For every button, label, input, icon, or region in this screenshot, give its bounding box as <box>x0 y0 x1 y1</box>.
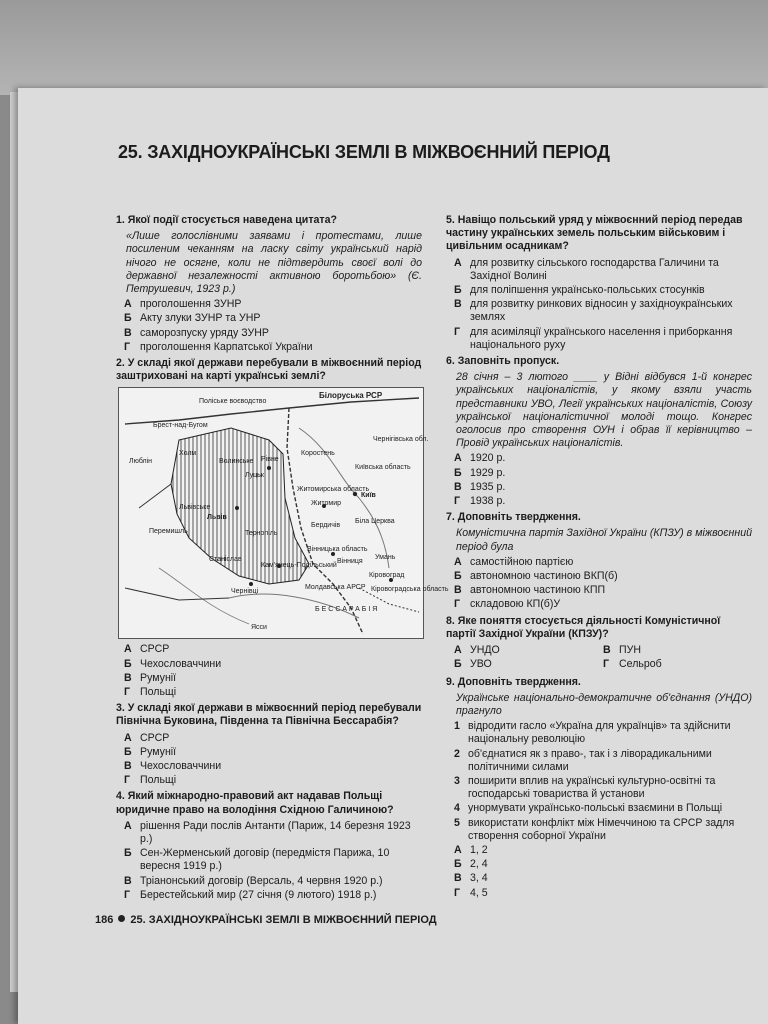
option[interactable]: Б 1929 р. <box>454 466 506 479</box>
map-label: Рівне <box>261 456 279 464</box>
question-1-options <box>116 298 422 354</box>
map-label: Чернівці <box>231 588 259 596</box>
option[interactable]: А рішення Ради послів Антанти (Париж, 14 березня 1923 р.) <box>124 819 411 846</box>
list-item: 5 використати конфлікт між Німеччиною та СРСР задля створення соборної України <box>454 816 735 842</box>
question-6-options <box>446 452 752 508</box>
option[interactable]: Б автономною частиною ВКП(б) <box>454 570 618 583</box>
map-label: Холм <box>179 450 197 458</box>
option[interactable]: Г Сельроб <box>603 658 662 671</box>
option[interactable]: А 1, 2 <box>454 843 488 856</box>
map-label: Львівське <box>179 504 211 512</box>
map-label: Умань <box>375 554 396 562</box>
question-7-options <box>446 556 752 612</box>
option[interactable]: Г 4, 5 <box>454 886 488 899</box>
map-label: Поліське воєводство <box>199 398 267 406</box>
question-6-text: 28 січня – 3 лютого ____ у Відні відбувся 1-й конгрес українських націоналістів, у якому взяли участь представники УВО, Легії українських націоналістів, Союзу української націоналістичної молоді тощо. Конгрес оголосив про створення ОУН і обрав її керівництво – Провід українських націоналістів. <box>456 371 752 450</box>
page-number: 186 <box>95 914 114 926</box>
page-footer <box>95 914 437 926</box>
question-3-prompt: 3. У складі якої держави в міжвоєнний період перебували Північна Буковина, Південна та Північна Бессарабія? <box>116 702 422 728</box>
option[interactable]: Б УВО <box>454 658 492 671</box>
question-9-prompt: 9. Доповніть твердження. <box>446 675 581 688</box>
question-7-text: Комуністична партія Західної України (КПЗУ) в міжвоєнний період була <box>456 527 752 553</box>
question-8-prompt: 8. Яке поняття стосується діяльності Комуністичної партії Західної України (КПЗУ)? <box>446 614 721 640</box>
map-label: Волинське <box>219 458 254 466</box>
map-label: Брест-над-Бугом <box>153 422 208 430</box>
option[interactable]: А проголошення ЗУНР <box>124 298 242 311</box>
map-label: Ясси <box>251 624 267 632</box>
map-label: Перемишль <box>149 528 188 536</box>
option[interactable]: В 3, 4 <box>454 872 488 885</box>
option[interactable]: Б Румунії <box>124 745 177 758</box>
map-label: Бердичів <box>311 522 341 530</box>
option[interactable]: А УНДО <box>454 644 500 657</box>
map-label: Чернігівська обл. <box>373 436 429 444</box>
map-label: Молдавська АРСР <box>305 584 366 592</box>
map-label: Коростень <box>301 450 335 458</box>
question-1-quote: «Лише голослівними заявами і протестами, лише посиленим чеканням на ласку світу український нарід нічого не осягне, коли не підтвердить своєї волі до державної незалежності активною боротьбою» (Є. Петрушевич, 1923 р.) <box>126 230 422 296</box>
option[interactable]: В 1935 р. <box>454 480 506 493</box>
option[interactable]: Г Берестейський мир (27 січня (9 лютого) 1918 р.) <box>124 888 377 901</box>
list-item: 4 унормувати українсько-польські взаємини в Польщі <box>454 802 723 815</box>
border-line <box>139 484 171 508</box>
question-4-options <box>116 820 422 902</box>
map-label: Львів <box>207 514 227 522</box>
map-label: Житомир <box>311 500 342 508</box>
map-label: Кіровоградська область <box>371 586 449 594</box>
page-title: 25. ЗАХІДНОУКРАЇНСЬКІ ЗЕМЛІ В МІЖВОЄННИЙ ПЕРІОД <box>118 142 610 162</box>
option[interactable]: Б для поліпшення українсько-польських стосунків <box>454 284 705 297</box>
option[interactable]: А СРСР <box>124 731 170 744</box>
question-5-options <box>446 257 752 352</box>
bullet-icon <box>118 915 125 922</box>
question-9-items <box>446 720 752 843</box>
question-2-options <box>116 643 422 699</box>
option[interactable]: Б 2, 4 <box>454 858 488 871</box>
map-label: Станіслав <box>209 556 242 564</box>
map-label: Біла Церква <box>355 518 395 526</box>
option[interactable]: Г 1938 р. <box>454 495 506 508</box>
option[interactable]: Г Польщі <box>124 686 177 699</box>
option[interactable]: В Тріанонський договір (Версаль, 4 червня 1920 р.) <box>124 874 383 887</box>
map-label: Житомирська область <box>297 486 370 494</box>
question-7-prompt: 7. Доповніть твердження. <box>446 511 581 524</box>
border-line <box>125 588 229 600</box>
option[interactable]: Г Польщі <box>124 774 177 787</box>
list-item: 3 поширити вплив на українські культурно-освітні та господарські товариства й установи <box>454 774 716 801</box>
option[interactable]: В Чехословаччини <box>124 760 222 773</box>
question-5-prompt: 5. Навіщо польський уряд у міжвоєнний період передав частину українських земель польським військовим і цивільним осадникам? <box>446 214 743 253</box>
border-line <box>125 398 419 424</box>
map-label: Луцьк <box>245 472 264 480</box>
background-top <box>0 0 768 95</box>
question-8-options <box>454 644 752 672</box>
historical-map <box>118 387 449 639</box>
list-item: 2 об'єднатися як з право-, так і з ліворадикальними політичними силами <box>454 747 712 773</box>
map-label: Київ <box>361 492 376 500</box>
question-1-prompt: 1. Якої події стосується наведена цитата? <box>116 214 337 226</box>
left-column <box>116 211 449 903</box>
right-column <box>446 211 752 901</box>
option[interactable]: Г складовою КП(б)У <box>454 598 561 611</box>
map-label: Тернопіль <box>245 530 278 538</box>
option[interactable]: А СРСР <box>124 643 170 656</box>
option[interactable]: В для розвитку ринкових відносин у західноукраїнських землях <box>454 298 733 324</box>
option[interactable]: Б Чехословаччини <box>124 657 222 670</box>
map-label: Кіровоград <box>369 572 405 580</box>
option[interactable]: Г проголошення Карпатської України <box>124 340 313 353</box>
option[interactable]: А 1920 р. <box>454 452 506 465</box>
option[interactable]: Г для асиміляції українського населення і приборкання національного руху <box>454 325 733 351</box>
river <box>159 568 249 624</box>
question-6-prompt: 6. Заповніть пропуск. <box>446 355 560 368</box>
map-label: Вінниця <box>337 558 363 566</box>
map-label: Люблін <box>129 458 153 466</box>
map-label: Кам'янець-Подільський <box>261 562 337 570</box>
option[interactable]: А самостійною партією <box>454 555 574 568</box>
question-9-options <box>446 844 752 900</box>
question-3-options <box>116 732 422 788</box>
option[interactable]: В ПУН <box>603 644 641 657</box>
map-label: Вінницька область <box>307 546 368 554</box>
option[interactable]: А для розвитку сільського господарства Галичини та Західної Волині <box>454 256 719 282</box>
list-item: 1 відродити гасло «Україна для українців» та здійснити національну революцію <box>454 720 731 746</box>
option[interactable]: В автономною частиною КПП <box>454 584 606 597</box>
option[interactable]: В саморозпуску уряду ЗУНР <box>124 326 269 339</box>
option[interactable]: Б Сен-Жерменський договір (передмістя Парижа, 10 вересня 1919 р.) <box>124 847 390 873</box>
question-2-prompt: 2. У складі якої держави перебували в міжвоєнний період заштриховані на карті українські землі? <box>116 357 422 383</box>
footer-title: 25. ЗАХІДНОУКРАЇНСЬКІ ЗЕМЛІ В МІЖВОЄННИЙ ПЕРІОД <box>130 914 437 926</box>
map-label: Київська область <box>355 464 411 472</box>
question-4-prompt: 4. Який міжнародно-правовий акт надавав Польщі юридичне право на володіння Східною Галичиною? <box>116 790 394 816</box>
option[interactable]: Б Акту злуки ЗУНР та УНР <box>124 312 261 325</box>
map-label: Білоруська РСР <box>319 391 383 401</box>
option[interactable]: В Румунії <box>124 671 177 684</box>
question-9-text: Українське національно-демократичне об'єднання (УНДО) прагнуло <box>456 691 752 717</box>
map-label: БЕССАРАБІЯ <box>315 606 380 614</box>
